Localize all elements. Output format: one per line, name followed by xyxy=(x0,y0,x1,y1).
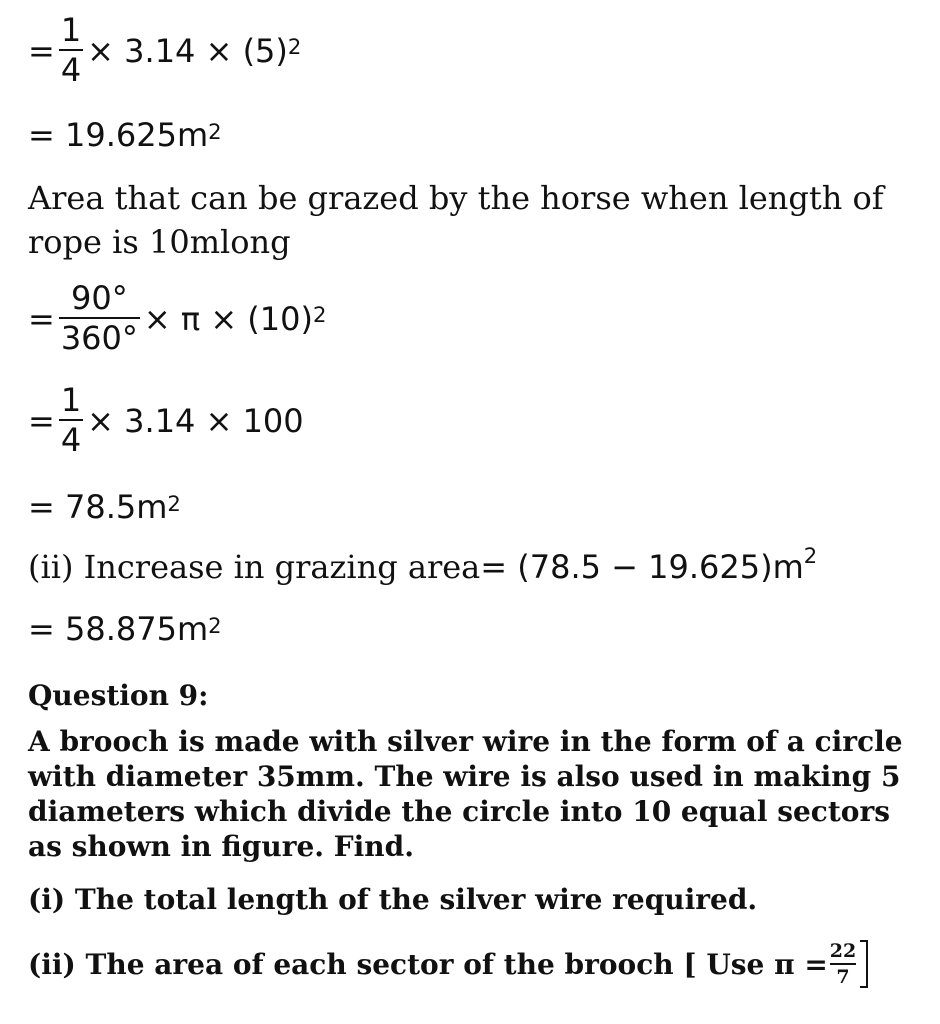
expression: × 3.14 × (5) xyxy=(87,31,288,70)
step-4 xyxy=(28,381,304,459)
fraction xyxy=(59,11,83,89)
question-part-ii xyxy=(28,940,868,988)
numerator: 1 xyxy=(60,11,82,49)
question-part-i: (i) The total length of the silver wire required. xyxy=(28,883,758,916)
expression: = $(78.5 - 19.625)m^2$ xyxy=(480,543,818,586)
pi-fraction xyxy=(830,940,856,988)
step-5: = 78.5m $^2$ xyxy=(28,488,181,526)
step-6 xyxy=(28,543,818,586)
step-2: = 19.625m $^2$ xyxy=(28,116,222,154)
question-title: Question 9: xyxy=(28,679,209,712)
expression: × 3.14 × 100 xyxy=(87,401,304,440)
explanation-paragraph: Area that can be grazed by the horse when length of rope is 10mlong xyxy=(28,179,884,261)
equals-sign: = xyxy=(28,31,55,70)
step-7: = 58.875m $^2$ xyxy=(28,610,222,648)
denominator: 4 xyxy=(60,420,82,459)
denominator: 4 xyxy=(60,50,82,89)
expression: × π × (10) xyxy=(143,299,313,338)
step-1: = $\frac{1}{4}$ × 3.14 × (5) $^2$ xyxy=(28,11,302,89)
numerator: 90° xyxy=(70,279,128,317)
expression: = 78.5m xyxy=(28,488,168,526)
pi-numerator: 22 xyxy=(829,940,857,962)
numerator: 1 xyxy=(60,381,82,419)
closing-bracket xyxy=(860,940,868,988)
expression: = 19.625m xyxy=(28,116,209,154)
part-label: (ii) Increase in grazing area xyxy=(28,548,481,586)
equals-sign: = xyxy=(28,401,55,440)
equals-sign: = xyxy=(28,299,55,338)
pi-denominator: 7 xyxy=(836,966,850,988)
denominator: 360° xyxy=(60,318,138,357)
fraction xyxy=(59,381,83,459)
step-3: = $\frac{90^\circ}{360^\circ}$ × π × (10) $^2$ xyxy=(28,279,327,357)
expression: = 58.875m xyxy=(28,610,209,648)
question-body: A brooch is made with silver wire in the form of a circle with diameter 35mm. The wire is also used in making 5 diameters which divide the circle into 10 equal sectors as shown in figure. Find. xyxy=(28,725,903,863)
fraction-bar xyxy=(830,963,856,965)
fraction xyxy=(59,279,140,357)
part-ii-text: (ii) The area of each sector of the brooch [ Use π = xyxy=(28,947,828,981)
